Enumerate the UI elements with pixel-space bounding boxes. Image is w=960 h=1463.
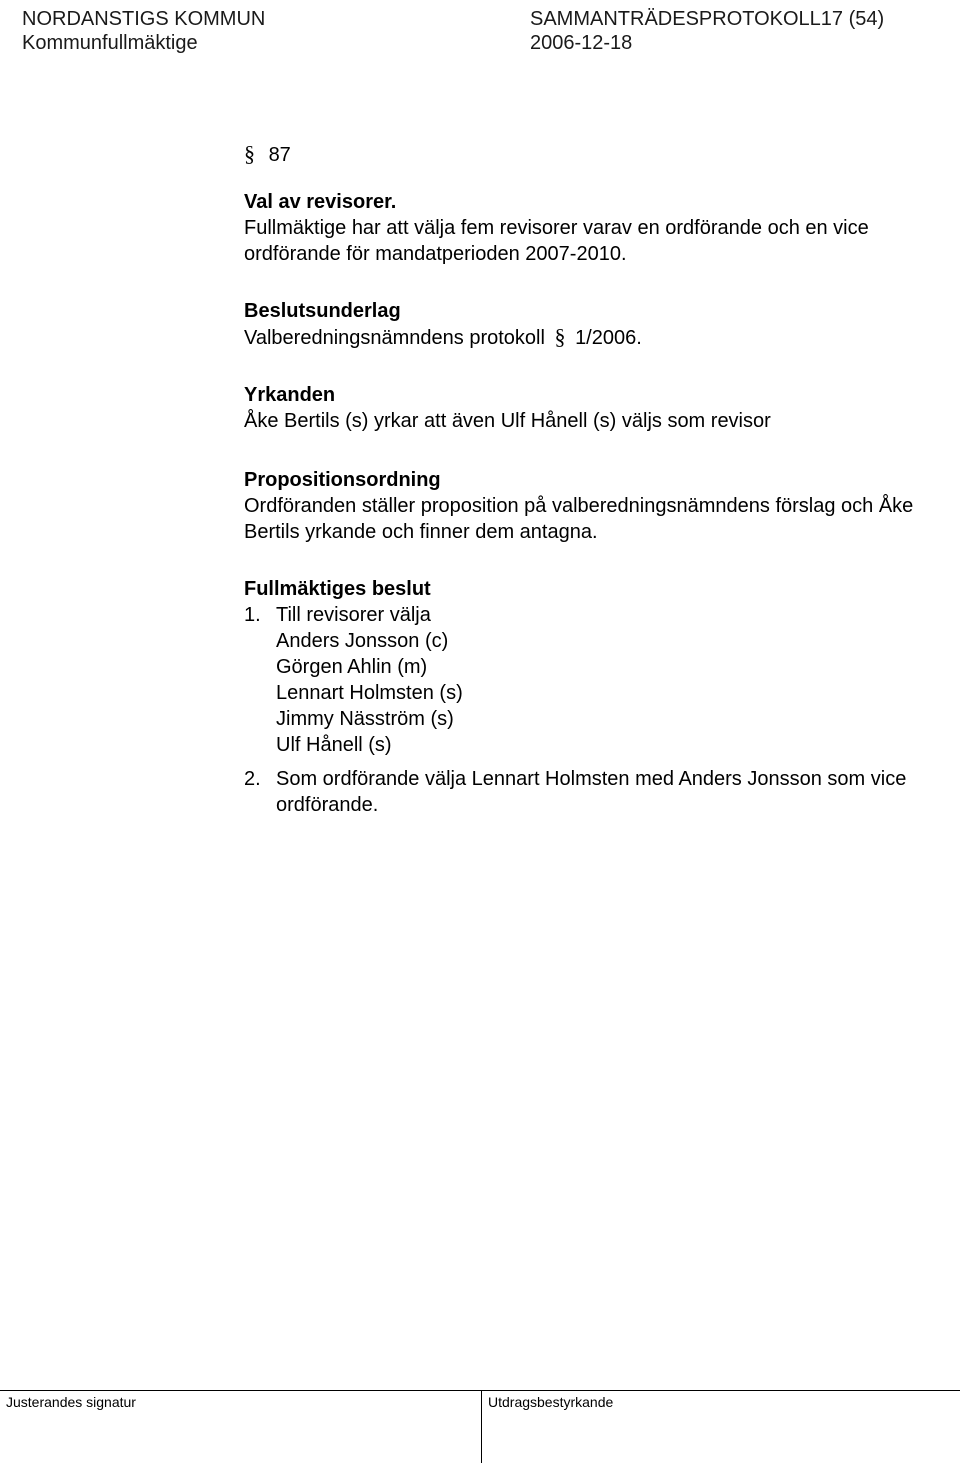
section-number: 87	[268, 144, 291, 166]
beslut-item-2-text: Som ordförande välja Lennart Holmsten med Anders Jonsson som vice ordförande.	[276, 768, 907, 816]
revisor-name: Jimmy Näsström (s)	[276, 708, 454, 730]
beslutsunderlag-heading: Beslutsunderlag	[244, 300, 401, 322]
yrkanden-heading: Yrkanden	[244, 384, 336, 406]
beslut-item-2-number: 2.	[244, 768, 261, 790]
footer-column-divider	[481, 1390, 482, 1463]
header-protocol: SAMMANTRÄDESPROTOKOLL17 (54)	[530, 8, 885, 30]
section-title: Val av revisorer.	[244, 191, 397, 213]
beslut-item-1	[276, 602, 463, 758]
beslutsunderlag-text	[244, 324, 642, 351]
section-number-line	[244, 141, 291, 168]
beslutsunderlag-text-after: 1/2006.	[575, 327, 642, 349]
propositionsordning-text: Ordföranden ställer proposition på valberedningsnämndens förslag och Åke Bertils yrkande och finner dem antagna.	[244, 495, 914, 543]
revisor-name: Ulf Hånell (s)	[276, 734, 392, 756]
beslut-item-1-text: Till revisorer välja	[276, 604, 431, 626]
revisor-name: Görgen Ahlin (m)	[276, 656, 428, 678]
section-intro: Fullmäktige har att välja fem revisorer varav en ordförande och en vice ordförande för mandatperioden 2007-2010.	[244, 217, 869, 265]
header-date: 2006-12-18	[530, 32, 633, 54]
header-org: NORDANSTIGS KOMMUN	[22, 8, 266, 30]
revisor-name: Lennart Holmsten (s)	[276, 682, 463, 704]
footer-divider	[0, 1390, 960, 1391]
beslut-heading: Fullmäktiges beslut	[244, 578, 431, 600]
propositionsordning-heading: Propositionsordning	[244, 469, 441, 491]
paragraph-sign: §	[244, 141, 255, 166]
beslut-item-1-number: 1.	[244, 604, 261, 626]
paragraph-sign: §	[554, 324, 566, 349]
footer-utdragsbestyrkande: Utdragsbestyrkande	[488, 1394, 614, 1410]
yrkanden-text: Åke Bertils (s) yrkar att även Ulf Hånell (s) väljs som revisor	[244, 410, 771, 432]
header-body: Kommunfullmäktige	[22, 32, 198, 54]
beslutsunderlag-text-before: Valberedningsnämndens protokoll	[244, 327, 545, 349]
revisor-name: Anders Jonsson (c)	[276, 630, 449, 652]
footer-justerandes-signatur: Justerandes signatur	[6, 1394, 136, 1410]
